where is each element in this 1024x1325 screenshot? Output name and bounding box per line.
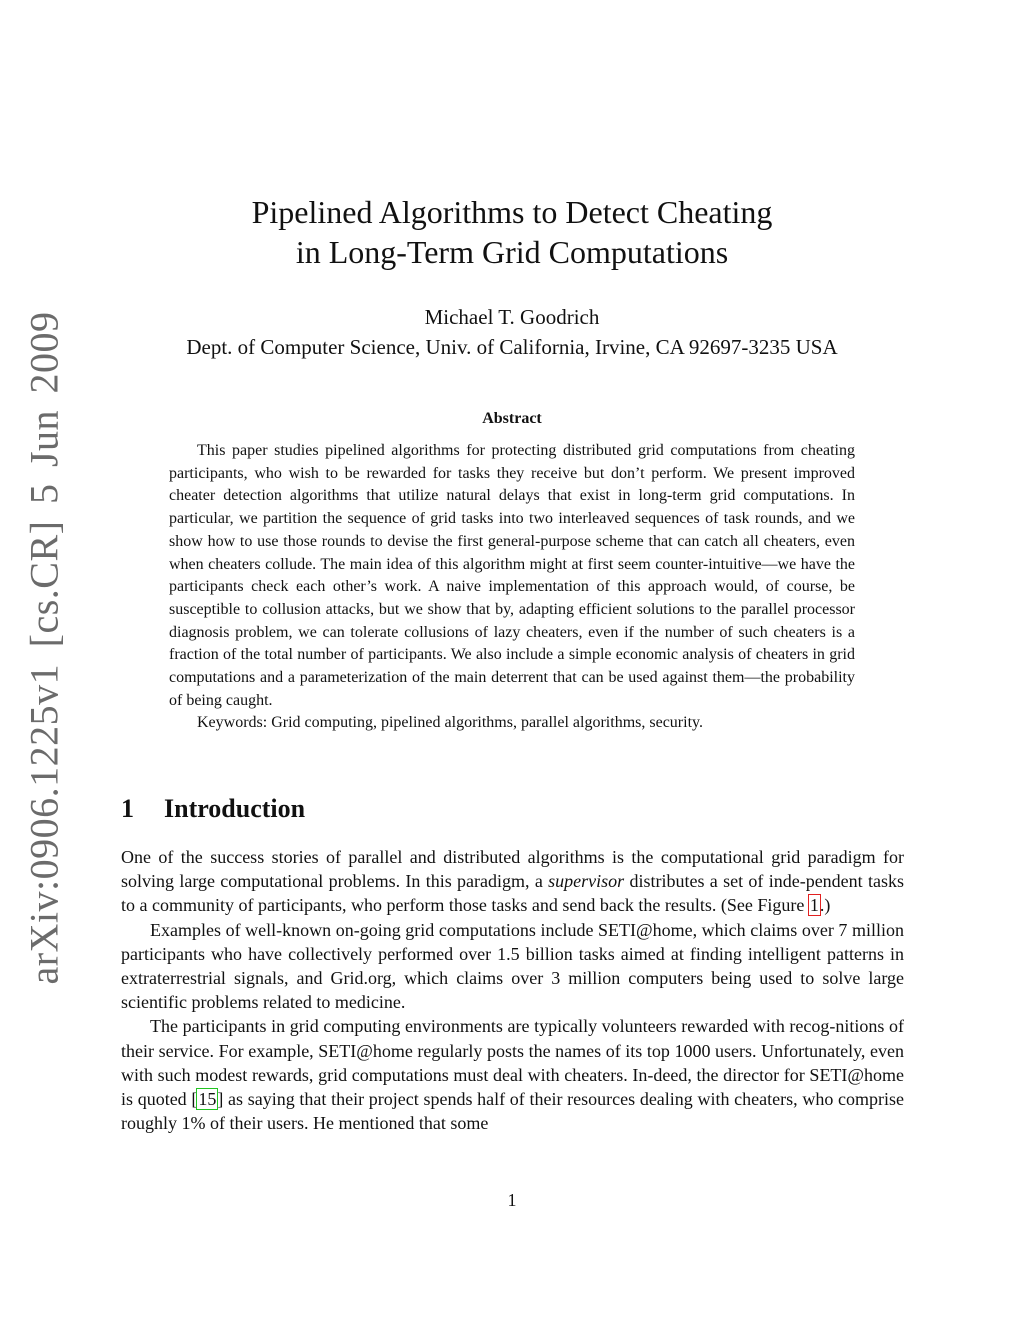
page-number: 1 [507,1190,517,1210]
text-run: ] as saying that their project spends half of their resources dealing with cheaters, who comprise roughly 1% of their users. He mentioned that some [121,1089,904,1134]
title-line: Pipelined Algorithms to Detect Cheating [251,194,773,230]
abstract-heading: Abstract [482,410,542,427]
paper-title [0,192,1024,272]
intro-paragraph [121,1014,904,1135]
section-title: Introduction [164,794,306,823]
text-run: One of the success stories of parallel and distributed algorithms is the computational grid paradigm for solving large computational problems. In this paradigm, a [121,847,904,892]
intro-paragraph: Examples of well-known on-going grid computations include SETI@home, which claims over 7 million participants who have collectively performed over 1.5 billion tasks aimed at finding intelligent patterns in extraterrestrial signals, and Grid.org, which claims over 3 million computers being used to solve large scientific problems related to medicine. [121,919,904,1013]
author-name: Michael T. Goodrich [424,305,600,329]
keywords-line: Keywords: Grid computing, pipelined algorithms, parallel algorithms, security. [197,714,703,732]
text-run: .) [819,895,831,916]
arxiv-identifier-stamp: arXiv:0906.1225v1 [cs.CR] 5 Jun 2009 [21,311,67,985]
section-heading [121,792,305,826]
text-run: distributes a set of inde-pendent tasks to a community of participants, who perform those tasks and send back the results. (See Figure [121,871,904,916]
title-line: in Long-Term Grid Computations [295,234,729,270]
emphasis-supervisor: supervisor [548,871,625,892]
abstract-body [169,440,855,735]
figure-1-link[interactable]: 1 [809,895,819,916]
text-run: The participants in grid computing environments are typically volunteers rewarded with recog-nitions of their service. For example, SETI@home regularly posts the names of its top 1000 users. Unfortunately, even with such modest rewards, grid computations must deal with cheaters. In-deed, the director for SETI@home is quoted [ [121,1016,904,1110]
abstract-text: This paper studies pipelined algorithms for protecting distributed grid computations from cheating participants, who wish to be rewarded for tasks they receive but don’t perform. We present improved cheater detection algorithms that utilize natural delays that exist in long-term grid computations. In particular, we partition the sequence of grid tasks into two interleaved sequences of task rounds, and we show how to use those rounds to devise the first general-purpose scheme that can catch all cheaters, even when cheaters collude. The main idea of this algorithm might at first seem counter-intuitive—we have the participants check each other’s work. A naive implementation of this approach would, of course, be susceptible to collusion attacks, but we show that by, adapting efficient solutions to the parallel processor diagnosis problem, we can tolerate collusions of lazy cheaters, even if the number of such cheaters is a fraction of the total number of participants. We also include a simple economic analysis of cheaters in grid computations and a parameterization of the main deterrent that can be used against them—the probability of being caught. [169,442,855,709]
section-number: 1 [121,794,134,823]
introduction-body [121,845,904,1135]
intro-paragraph [121,845,904,918]
author-affiliation: Dept. of Computer Science, Univ. of California, Irvine, CA 92697-3235 USA [186,335,838,359]
citation-15-link[interactable]: 15 [198,1089,217,1110]
